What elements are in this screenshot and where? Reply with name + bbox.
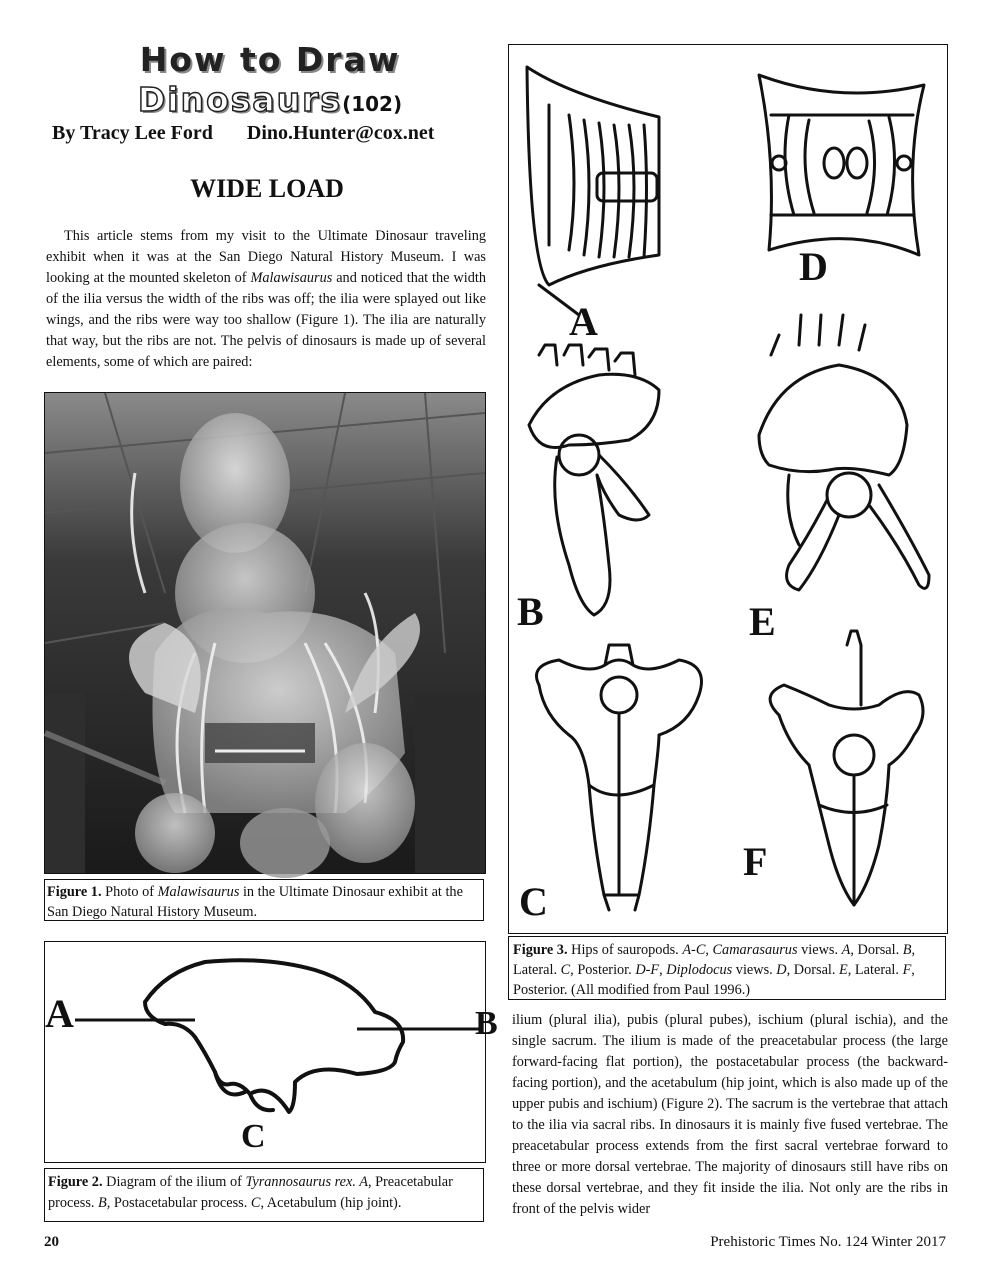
issue-number: (102): [342, 92, 403, 116]
f3-t9: , Dorsal.: [786, 962, 840, 978]
hip-f-posterior: [770, 631, 923, 905]
fig3-label-a: A: [569, 299, 598, 344]
fig2-label-c: C: [241, 1118, 266, 1155]
f3-t2: ,: [705, 942, 713, 958]
f3-i7: Diplodocus: [666, 962, 733, 978]
column-2-text: ilium (plural ilia), pubis (plural pubes), ischium (plural ischia), and the single sacrum. The ilium is made of the preacetabular process (the large forward-facing flat portion), the postacetabular process (the backward-facing portion), and the acetabulum (hip joint, which is also made up of the upper pubis and ischium) (Figure 2). The sacrum is the vertebrae that attach to the ilia via sacral ribs. In dinosaurs it is mainly five fused vertebrae. The preacetabular process extends from the first sacral vertebrae forward to three or more dorsal vertebrae. The majority of dinosaurs still have ribs on these dorsal vertebrae, and they fit inside the ilia. Not only are the ribs in front of the pelvis wider: [512, 1012, 948, 1217]
figure-2-italic-2: B: [98, 1195, 107, 1211]
f3-i5: C: [560, 962, 571, 978]
figure-2-italic-1: Tyrannosaurus rex. A: [245, 1174, 368, 1190]
title-line-2: [100, 80, 440, 119]
figure-2-text-c: , Postacetabular process.: [106, 1195, 251, 1211]
author: By Tracy Lee Ford: [52, 122, 213, 144]
hip-c-posterior: [537, 645, 702, 910]
figure-3-diagram: [508, 44, 948, 934]
fig3-label-b: B: [517, 589, 544, 634]
intro-text-1: This article stems from my visit to the Ultimate Dinosaur traveling exhibit when it was at the San Diego Natural History Museum. I was looking at the mounted skeleton of: [46, 228, 486, 286]
author-email[interactable]: Dino.Hunter@cox.net: [246, 122, 435, 144]
title-line-1: How to Draw: [139, 40, 401, 79]
figure-2-diagram: [44, 941, 498, 1163]
figure-2-caption: [44, 1168, 484, 1222]
fig3-label-f: F: [743, 839, 768, 884]
f3-i1: A-C: [682, 942, 706, 958]
figure-1-text-b: in the Ultimate Dinosaur exhibit at the San Diego Natural History Museum.: [47, 884, 463, 920]
f3-i2: Camarasaurus: [712, 942, 798, 958]
publication-footer: Prehistoric Times No. 124 Winter 2017: [710, 1234, 946, 1250]
figure-3-label: Figure 3.: [513, 942, 568, 958]
f3-i10: F: [902, 962, 912, 978]
intro-italic: Malawisaurus: [250, 270, 333, 286]
article-title: WIDE LOAD: [190, 174, 344, 203]
figure-2-text-d: , Acetabulum (hip joint).: [260, 1195, 402, 1211]
f3-t1: Hips of sauropods.: [567, 942, 683, 958]
figure-2-label: Figure 2.: [48, 1174, 103, 1190]
figure-1-photo: [44, 392, 486, 874]
f3-i4: B: [902, 942, 912, 958]
ilium-diagram: [45, 942, 498, 1162]
f3-i8: D: [776, 962, 787, 978]
f3-t6: , Posterior.: [570, 962, 636, 978]
hip-e-lateral: [759, 315, 929, 590]
hip-a-dorsal: [527, 67, 659, 315]
f3-i3: A: [841, 942, 851, 958]
figure-2-text-a: Diagram of the ilium of: [102, 1174, 246, 1190]
fig2-label-a: A: [45, 991, 74, 1036]
f3-t8: views.: [732, 962, 777, 978]
hip-b-lateral: [529, 345, 659, 615]
sauropod-hips: [509, 45, 947, 933]
fig3-label-d: D: [799, 244, 828, 289]
f3-t3: views.: [797, 942, 842, 958]
intro-paragraph: [46, 226, 486, 373]
f3-t10: , Lateral.: [847, 962, 903, 978]
figure-1-caption: [44, 879, 484, 921]
figure-2-text-b: , Preacetabular process.: [48, 1174, 453, 1211]
figure-1-italic: Malawisaurus: [157, 884, 240, 900]
fig3-label-e: E: [749, 599, 776, 644]
f3-t4: , Dorsal.: [850, 942, 903, 958]
page-number: 20: [44, 1234, 59, 1250]
title-dinosaurs: Dinosaurs: [137, 80, 343, 119]
intro-text-2: and noticed that the width of the ilia versus the width of the ribs was off; the ilia were splayed out like wings, and the ribs were way too shallow (Figure 1). The ilia are naturally that way, but the ribs are not. The pelvis of dinosaurs is made up of several elements, some of which are paired:: [46, 270, 486, 370]
figure-3-caption: [508, 936, 946, 1000]
f3-i9: E: [839, 962, 848, 978]
hip-d-dorsal: [759, 75, 924, 255]
byline: [52, 122, 492, 145]
fig2-label-b: B: [475, 1005, 498, 1042]
f3-t7: ,: [659, 962, 667, 978]
f3-i6: D-F: [635, 962, 660, 978]
f3-t5: , Lateral.: [513, 942, 916, 978]
fig3-label-c: C: [519, 879, 548, 924]
malawisaurus-photo: [45, 393, 485, 873]
figure-1-text-a: Photo of: [101, 884, 158, 900]
figure-1-label: Figure 1.: [47, 884, 102, 900]
f3-t11: , Posterior. (All modified from Paul 1996.): [513, 962, 915, 998]
figure-2-italic-3: C: [250, 1195, 261, 1211]
